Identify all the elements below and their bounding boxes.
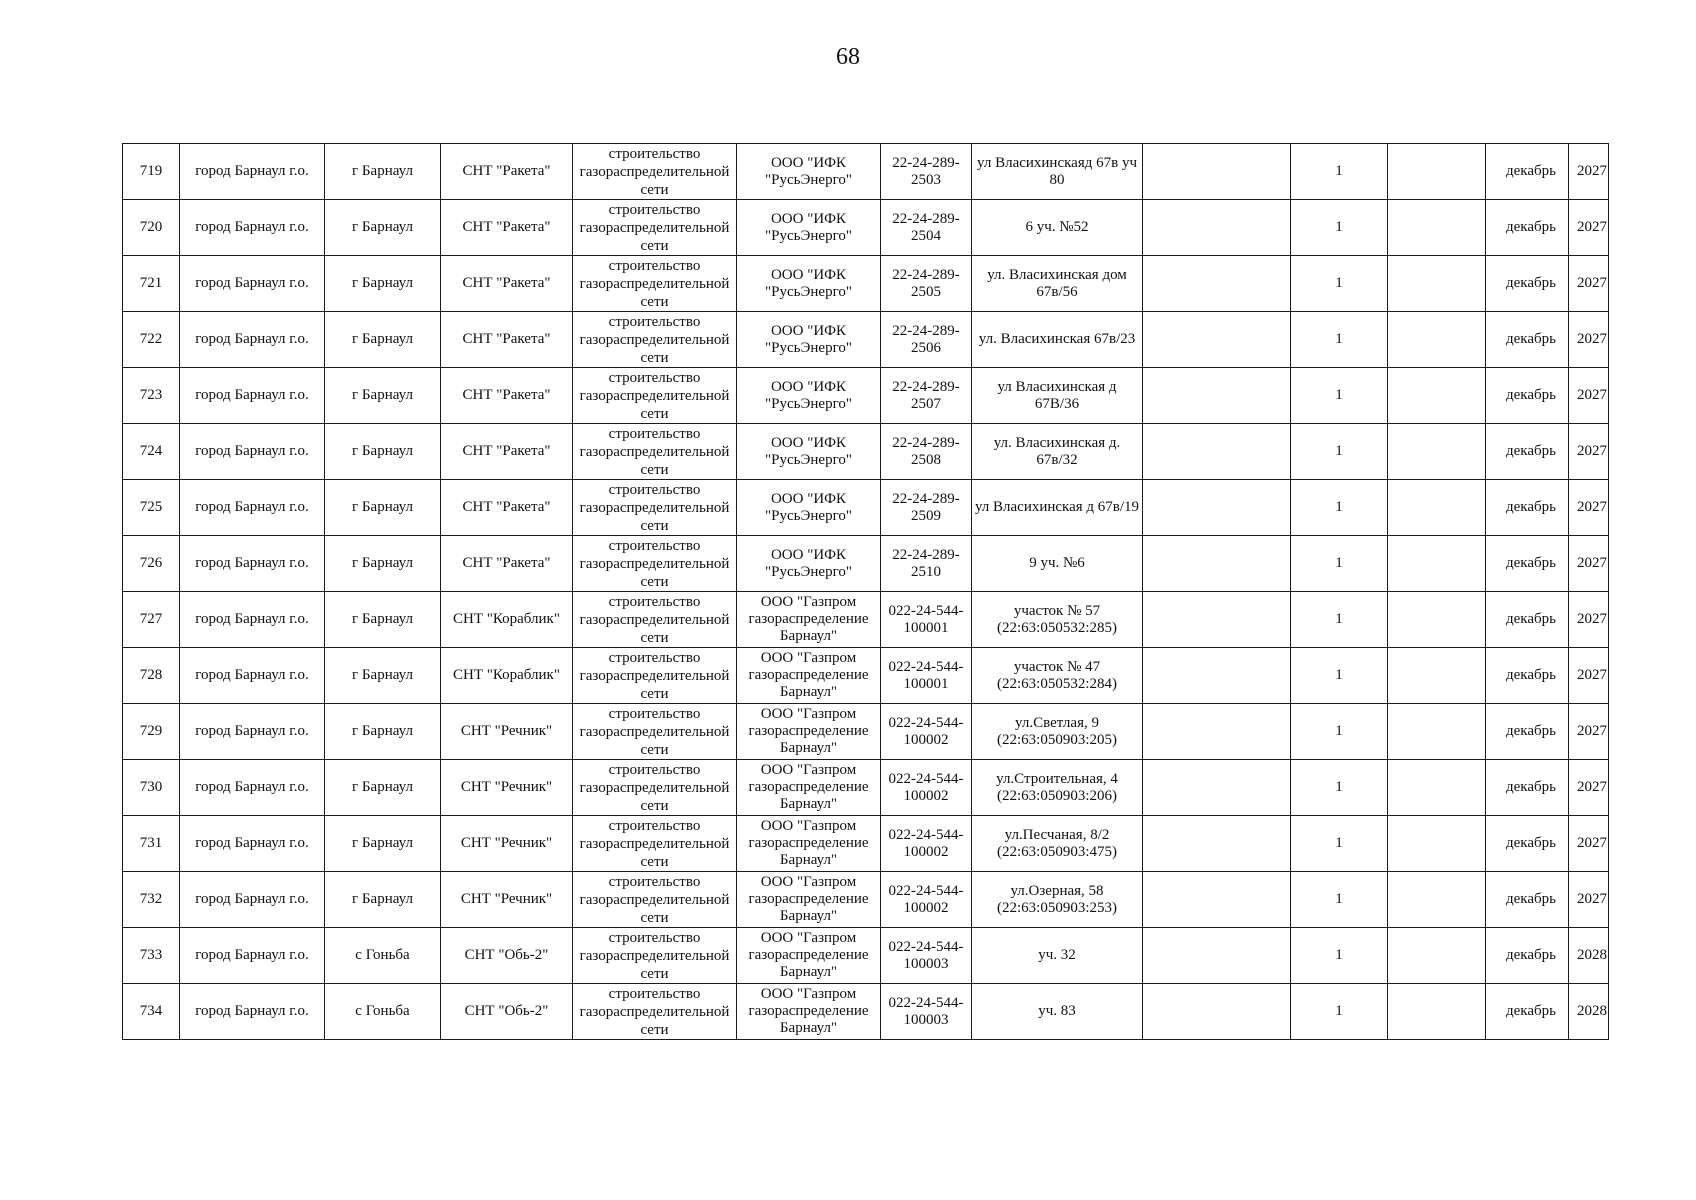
program-number-cell: 22-24-289-2504 — [881, 200, 972, 256]
address-cell: уч. 32 — [972, 928, 1143, 984]
program-number-cell: 022-24-544-100002 — [881, 872, 972, 928]
work-type-cell: строительство газораспределительной сети — [573, 648, 737, 704]
settlement-cell: г Барнаул — [325, 200, 441, 256]
month-cell: декабрь — [1486, 144, 1569, 200]
blank-cell — [1143, 592, 1291, 648]
settlement-cell: г Барнаул — [325, 704, 441, 760]
blank-cell — [1388, 536, 1486, 592]
blank-cell — [1388, 816, 1486, 872]
blank-cell — [1388, 928, 1486, 984]
settlement-cell: с Гоньба — [325, 984, 441, 1040]
table-row — [123, 984, 1609, 1040]
program-number-cell: 22-24-289-2506 — [881, 312, 972, 368]
year-cell: 2028 — [1569, 928, 1609, 984]
snt-cell: СНТ "Кораблик" — [441, 648, 573, 704]
settlement-cell: г Барнаул — [325, 536, 441, 592]
gasification-table — [122, 143, 1609, 1040]
page-number: 68 — [836, 44, 860, 70]
year-cell: 2027 — [1569, 256, 1609, 312]
quantity-cell: 1 — [1291, 704, 1388, 760]
month-cell: декабрь — [1486, 312, 1569, 368]
municipality-cell: город Барнаул г.о. — [180, 200, 325, 256]
municipality-cell: город Барнаул г.о. — [180, 928, 325, 984]
municipality-cell: город Барнаул г.о. — [180, 592, 325, 648]
blank-cell — [1143, 256, 1291, 312]
snt-cell: СНТ "Ракета" — [441, 144, 573, 200]
work-type-cell: строительство газораспределительной сети — [573, 424, 737, 480]
program-number-cell: 022-24-544-100003 — [881, 984, 972, 1040]
snt-cell: СНТ "Ракета" — [441, 200, 573, 256]
address-cell: 6 уч. №52 — [972, 200, 1143, 256]
month-cell: декабрь — [1486, 648, 1569, 704]
blank-cell — [1143, 144, 1291, 200]
settlement-cell: г Барнаул — [325, 648, 441, 704]
snt-cell: СНТ "Ракета" — [441, 424, 573, 480]
year-cell: 2027 — [1569, 144, 1609, 200]
organization-cell: ООО "ИФК "РусьЭнерго" — [737, 480, 881, 536]
blank-cell — [1388, 872, 1486, 928]
municipality-cell: город Барнаул г.о. — [180, 872, 325, 928]
address-cell: ул.Светлая, 9 (22:63:050903:205) — [972, 704, 1143, 760]
blank-cell — [1143, 312, 1291, 368]
table-row — [123, 648, 1609, 704]
table-row — [123, 536, 1609, 592]
blank-cell — [1143, 704, 1291, 760]
table-row — [123, 368, 1609, 424]
municipality-cell: город Барнаул г.о. — [180, 256, 325, 312]
snt-cell: СНТ "Речник" — [441, 816, 573, 872]
work-type-cell: строительство газораспределительной сети — [573, 256, 737, 312]
blank-cell — [1388, 200, 1486, 256]
month-cell: декабрь — [1486, 872, 1569, 928]
table-row — [123, 872, 1609, 928]
program-number-cell: 22-24-289-2508 — [881, 424, 972, 480]
work-type-cell: строительство газораспределительной сети — [573, 816, 737, 872]
month-cell: декабрь — [1486, 984, 1569, 1040]
blank-cell — [1388, 368, 1486, 424]
program-number-cell: 022-24-544-100002 — [881, 816, 972, 872]
snt-cell: СНТ "Ракета" — [441, 480, 573, 536]
work-type-cell: строительство газораспределительной сети — [573, 592, 737, 648]
row-number-cell: 733 — [123, 928, 180, 984]
year-cell: 2027 — [1569, 200, 1609, 256]
work-type-cell: строительство газораспределительной сети — [573, 536, 737, 592]
year-cell: 2027 — [1569, 536, 1609, 592]
quantity-cell: 1 — [1291, 816, 1388, 872]
table-body — [123, 144, 1609, 1040]
row-number-cell: 725 — [123, 480, 180, 536]
row-number-cell: 727 — [123, 592, 180, 648]
row-number-cell: 719 — [123, 144, 180, 200]
year-cell: 2027 — [1569, 480, 1609, 536]
program-number-cell: 22-24-289-2503 — [881, 144, 972, 200]
settlement-cell: г Барнаул — [325, 368, 441, 424]
blank-cell — [1388, 256, 1486, 312]
organization-cell: ООО "ИФК "РусьЭнерго" — [737, 536, 881, 592]
blank-cell — [1388, 312, 1486, 368]
municipality-cell: город Барнаул г.о. — [180, 312, 325, 368]
quantity-cell: 1 — [1291, 648, 1388, 704]
organization-cell: ООО "ИФК "РусьЭнерго" — [737, 144, 881, 200]
work-type-cell: строительство газораспределительной сети — [573, 984, 737, 1040]
year-cell: 2027 — [1569, 872, 1609, 928]
snt-cell: СНТ "Речник" — [441, 704, 573, 760]
quantity-cell: 1 — [1291, 424, 1388, 480]
organization-cell: ООО "Газпром газораспределение Барнаул" — [737, 816, 881, 872]
quantity-cell: 1 — [1291, 480, 1388, 536]
program-number-cell: 022-24-544-100001 — [881, 648, 972, 704]
organization-cell: ООО "ИФК "РусьЭнерго" — [737, 424, 881, 480]
organization-cell: ООО "Газпром газораспределение Барнаул" — [737, 928, 881, 984]
program-number-cell: 022-24-544-100002 — [881, 760, 972, 816]
municipality-cell: город Барнаул г.о. — [180, 704, 325, 760]
settlement-cell: г Барнаул — [325, 592, 441, 648]
address-cell: ул. Власихинская 67в/23 — [972, 312, 1143, 368]
blank-cell — [1143, 816, 1291, 872]
snt-cell: СНТ "Обь-2" — [441, 928, 573, 984]
month-cell: декабрь — [1486, 368, 1569, 424]
settlement-cell: г Барнаул — [325, 256, 441, 312]
month-cell: декабрь — [1486, 928, 1569, 984]
table-row — [123, 760, 1609, 816]
row-number-cell: 732 — [123, 872, 180, 928]
organization-cell: ООО "Газпром газораспределение Барнаул" — [737, 648, 881, 704]
work-type-cell: строительство газораспределительной сети — [573, 928, 737, 984]
blank-cell — [1388, 592, 1486, 648]
address-cell: ул.Озерная, 58 (22:63:050903:253) — [972, 872, 1143, 928]
month-cell: декабрь — [1486, 424, 1569, 480]
municipality-cell: город Барнаул г.о. — [180, 368, 325, 424]
month-cell: декабрь — [1486, 200, 1569, 256]
settlement-cell: г Барнаул — [325, 144, 441, 200]
municipality-cell: город Барнаул г.о. — [180, 144, 325, 200]
snt-cell: СНТ "Ракета" — [441, 312, 573, 368]
snt-cell: СНТ "Речник" — [441, 872, 573, 928]
row-number-cell: 722 — [123, 312, 180, 368]
address-cell: ул.Песчаная, 8/2 (22:63:050903:475) — [972, 816, 1143, 872]
work-type-cell: строительство газораспределительной сети — [573, 200, 737, 256]
table-row — [123, 816, 1609, 872]
row-number-cell: 724 — [123, 424, 180, 480]
row-number-cell: 731 — [123, 816, 180, 872]
table-row — [123, 144, 1609, 200]
row-number-cell: 721 — [123, 256, 180, 312]
organization-cell: ООО "ИФК "РусьЭнерго" — [737, 312, 881, 368]
blank-cell — [1388, 424, 1486, 480]
snt-cell: СНТ "Обь-2" — [441, 984, 573, 1040]
year-cell: 2027 — [1569, 816, 1609, 872]
work-type-cell: строительство газораспределительной сети — [573, 368, 737, 424]
program-number-cell: 22-24-289-2507 — [881, 368, 972, 424]
work-type-cell: строительство газораспределительной сети — [573, 760, 737, 816]
month-cell: декабрь — [1486, 816, 1569, 872]
program-number-cell: 022-24-544-100001 — [881, 592, 972, 648]
row-number-cell: 720 — [123, 200, 180, 256]
blank-cell — [1143, 368, 1291, 424]
row-number-cell: 726 — [123, 536, 180, 592]
month-cell: декабрь — [1486, 592, 1569, 648]
table-row — [123, 200, 1609, 256]
blank-cell — [1143, 200, 1291, 256]
table-row — [123, 312, 1609, 368]
program-number-cell: 022-24-544-100003 — [881, 928, 972, 984]
quantity-cell: 1 — [1291, 928, 1388, 984]
work-type-cell: строительство газораспределительной сети — [573, 872, 737, 928]
month-cell: декабрь — [1486, 480, 1569, 536]
quantity-cell: 1 — [1291, 312, 1388, 368]
settlement-cell: г Барнаул — [325, 312, 441, 368]
organization-cell: ООО "ИФК "РусьЭнерго" — [737, 368, 881, 424]
snt-cell: СНТ "Ракета" — [441, 536, 573, 592]
quantity-cell: 1 — [1291, 984, 1388, 1040]
month-cell: декабрь — [1486, 256, 1569, 312]
blank-cell — [1388, 480, 1486, 536]
blank-cell — [1143, 424, 1291, 480]
snt-cell: СНТ "Ракета" — [441, 368, 573, 424]
organization-cell: ООО "ИФК "РусьЭнерго" — [737, 256, 881, 312]
work-type-cell: строительство газораспределительной сети — [573, 144, 737, 200]
table-row — [123, 592, 1609, 648]
table-row — [123, 480, 1609, 536]
blank-cell — [1388, 984, 1486, 1040]
year-cell: 2027 — [1569, 704, 1609, 760]
year-cell: 2027 — [1569, 592, 1609, 648]
address-cell: ул Власихинскаяд 67в уч 80 — [972, 144, 1143, 200]
blank-cell — [1143, 984, 1291, 1040]
settlement-cell: г Барнаул — [325, 480, 441, 536]
municipality-cell: город Барнаул г.о. — [180, 424, 325, 480]
year-cell: 2027 — [1569, 424, 1609, 480]
work-type-cell: строительство газораспределительной сети — [573, 312, 737, 368]
address-cell: ул. Власихинская д. 67в/32 — [972, 424, 1143, 480]
quantity-cell: 1 — [1291, 368, 1388, 424]
blank-cell — [1143, 760, 1291, 816]
municipality-cell: город Барнаул г.о. — [180, 480, 325, 536]
program-number-cell: 022-24-544-100002 — [881, 704, 972, 760]
year-cell: 2027 — [1569, 648, 1609, 704]
organization-cell: ООО "ИФК "РусьЭнерго" — [737, 200, 881, 256]
table-row — [123, 704, 1609, 760]
work-type-cell: строительство газораспределительной сети — [573, 704, 737, 760]
program-number-cell: 22-24-289-2505 — [881, 256, 972, 312]
program-number-cell: 22-24-289-2509 — [881, 480, 972, 536]
year-cell: 2028 — [1569, 984, 1609, 1040]
year-cell: 2027 — [1569, 368, 1609, 424]
municipality-cell: город Барнаул г.о. — [180, 648, 325, 704]
row-number-cell: 734 — [123, 984, 180, 1040]
blank-cell — [1143, 536, 1291, 592]
address-cell: уч. 83 — [972, 984, 1143, 1040]
month-cell: декабрь — [1486, 536, 1569, 592]
address-cell: участок № 57 (22:63:050532:285) — [972, 592, 1143, 648]
blank-cell — [1143, 872, 1291, 928]
snt-cell: СНТ "Ракета" — [441, 256, 573, 312]
snt-cell: СНТ "Речник" — [441, 760, 573, 816]
municipality-cell: город Барнаул г.о. — [180, 536, 325, 592]
settlement-cell: с Гоньба — [325, 928, 441, 984]
address-cell: 9 уч. №6 — [972, 536, 1143, 592]
table-row — [123, 928, 1609, 984]
month-cell: декабрь — [1486, 704, 1569, 760]
settlement-cell: г Барнаул — [325, 760, 441, 816]
month-cell: декабрь — [1486, 760, 1569, 816]
blank-cell — [1388, 760, 1486, 816]
table-row — [123, 256, 1609, 312]
organization-cell: ООО "Газпром газораспределение Барнаул" — [737, 760, 881, 816]
quantity-cell: 1 — [1291, 536, 1388, 592]
settlement-cell: г Барнаул — [325, 816, 441, 872]
quantity-cell: 1 — [1291, 144, 1388, 200]
address-cell: ул Власихинская д 67В/36 — [972, 368, 1143, 424]
municipality-cell: город Барнаул г.о. — [180, 816, 325, 872]
row-number-cell: 728 — [123, 648, 180, 704]
year-cell: 2027 — [1569, 312, 1609, 368]
organization-cell: ООО "Газпром газораспределение Барнаул" — [737, 704, 881, 760]
program-number-cell: 22-24-289-2510 — [881, 536, 972, 592]
work-type-cell: строительство газораспределительной сети — [573, 480, 737, 536]
address-cell: ул. Власихинская дом 67в/56 — [972, 256, 1143, 312]
year-cell: 2027 — [1569, 760, 1609, 816]
blank-cell — [1143, 480, 1291, 536]
municipality-cell: город Барнаул г.о. — [180, 760, 325, 816]
blank-cell — [1388, 144, 1486, 200]
quantity-cell: 1 — [1291, 256, 1388, 312]
quantity-cell: 1 — [1291, 760, 1388, 816]
municipality-cell: город Барнаул г.о. — [180, 984, 325, 1040]
address-cell: ул.Строительная, 4 (22:63:050903:206) — [972, 760, 1143, 816]
blank-cell — [1388, 648, 1486, 704]
organization-cell: ООО "Газпром газораспределение Барнаул" — [737, 872, 881, 928]
address-cell: ул Власихинская д 67в/19 — [972, 480, 1143, 536]
table-row — [123, 424, 1609, 480]
settlement-cell: г Барнаул — [325, 872, 441, 928]
quantity-cell: 1 — [1291, 592, 1388, 648]
address-cell: участок № 47 (22:63:050532:284) — [972, 648, 1143, 704]
settlement-cell: г Барнаул — [325, 424, 441, 480]
snt-cell: СНТ "Кораблик" — [441, 592, 573, 648]
quantity-cell: 1 — [1291, 872, 1388, 928]
row-number-cell: 723 — [123, 368, 180, 424]
row-number-cell: 729 — [123, 704, 180, 760]
blank-cell — [1143, 648, 1291, 704]
row-number-cell: 730 — [123, 760, 180, 816]
blank-cell — [1143, 928, 1291, 984]
organization-cell: ООО "Газпром газораспределение Барнаул" — [737, 592, 881, 648]
organization-cell: ООО "Газпром газораспределение Барнаул" — [737, 984, 881, 1040]
quantity-cell: 1 — [1291, 200, 1388, 256]
blank-cell — [1388, 704, 1486, 760]
